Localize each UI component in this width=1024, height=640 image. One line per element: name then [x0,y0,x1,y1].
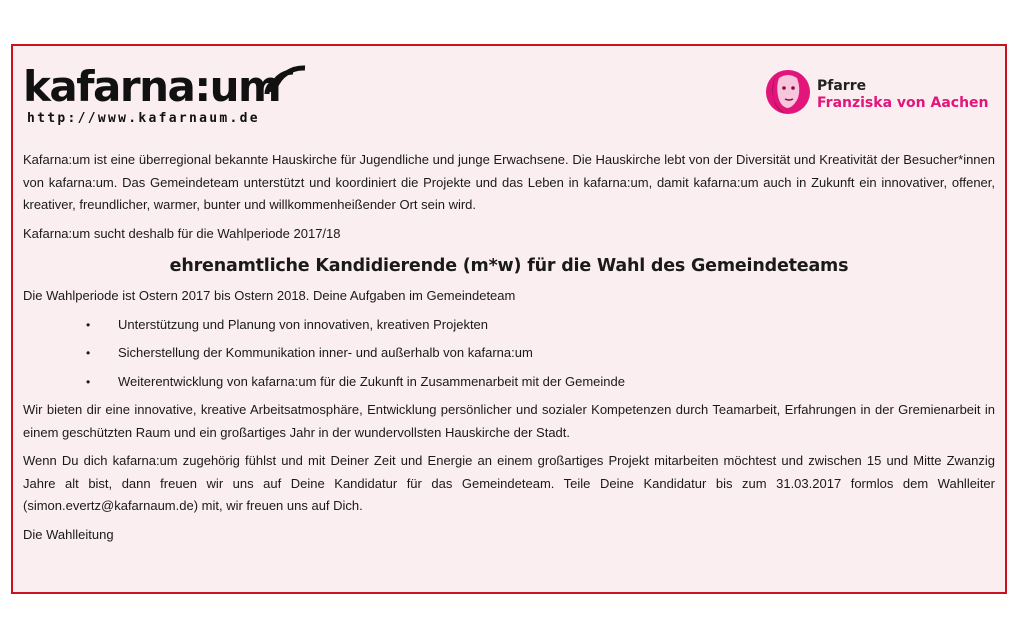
search-line: Kafarna:um sucht deshalb für die Wahlperiode 2017/18 [23,225,341,241]
kafarnaum-logo [23,62,313,132]
offer-paragraph: Wir bieten dir eine innovative, kreative Arbeitsatmosphäre, Entwicklung persönlicher und sozialer Kompetenzen durch Teamarbeit, Erfahrungen in der Gremienarbeit in einem geschützten Raum und ein großartiges Jahr in der wundervollsten Hauskirche der Stadt. [23,402,995,440]
flyer-content [23,149,995,552]
flyer-frame [11,44,1007,594]
signature: Die Wahlleitung [23,526,114,542]
portrait-icon [765,68,811,116]
signal-waves-icon [261,64,313,104]
period-line: Die Wahlperiode ist Ostern 2017 bis Ostern 2018. Deine Aufgaben im Gemeindeteam [23,288,516,303]
task-list [23,314,995,394]
list-item: • Weiterentwicklung von kafarna:um für die Zukunft in Zusammenarbeit mit der Gemeinde [23,371,995,394]
list-item: • Sicherstellung der Kommunikation inner- und außerhalb von kafarna:um [23,342,995,365]
headline: ehrenamtliche Kandidierende (m*w) für die Wahl des Gemeindeteams [169,256,849,276]
intro-paragraph: Kafarna:um ist eine überregional bekannte Hauskirche für Jugendliche und junge Erwachsene. Die Hauskirche lebt von der Diversität und Kreativität der Besucher*innen von kafarna:um. Das Gemeindeteam unterstützt und koordiniert die Projekte und das Leben in kafarna:um, damit kafarna:um auch in Zukunft ein innovativer, offener, kreativer, freundlicher, warmer, bunter und willkommenheißender Ort sein wird. [23,152,995,212]
parish-line-1: Pfarre [817,78,867,94]
parish-logo [765,66,995,122]
kafarnaum-url: http://www.kafarnaum.de [27,111,260,126]
kafarnaum-logo-text: kafarna:um [23,62,281,111]
call-paragraph: Wenn Du dich kafarna:um zugehörig fühlst und mit Deiner Zeit und Energie an einem großartiges Projekt mitarbeiten möchtest und zwischen 15 und Mitte Zwanzig Jahre alt bist, dann freuen wir uns auf Deine Kandidatur für das Gemeindeteam. Teile Deine Kandidatur bis zum 31.03.2017 formlos dem Wahlleiter (simon.evertz@kafarnaum.de) mit, wir freuen uns auf Dich. [23,453,995,513]
parish-line-2: Franziska von Aachen [817,95,989,111]
list-item: • Unterstützung und Planung von innovativen, kreativen Projekten [23,314,995,337]
